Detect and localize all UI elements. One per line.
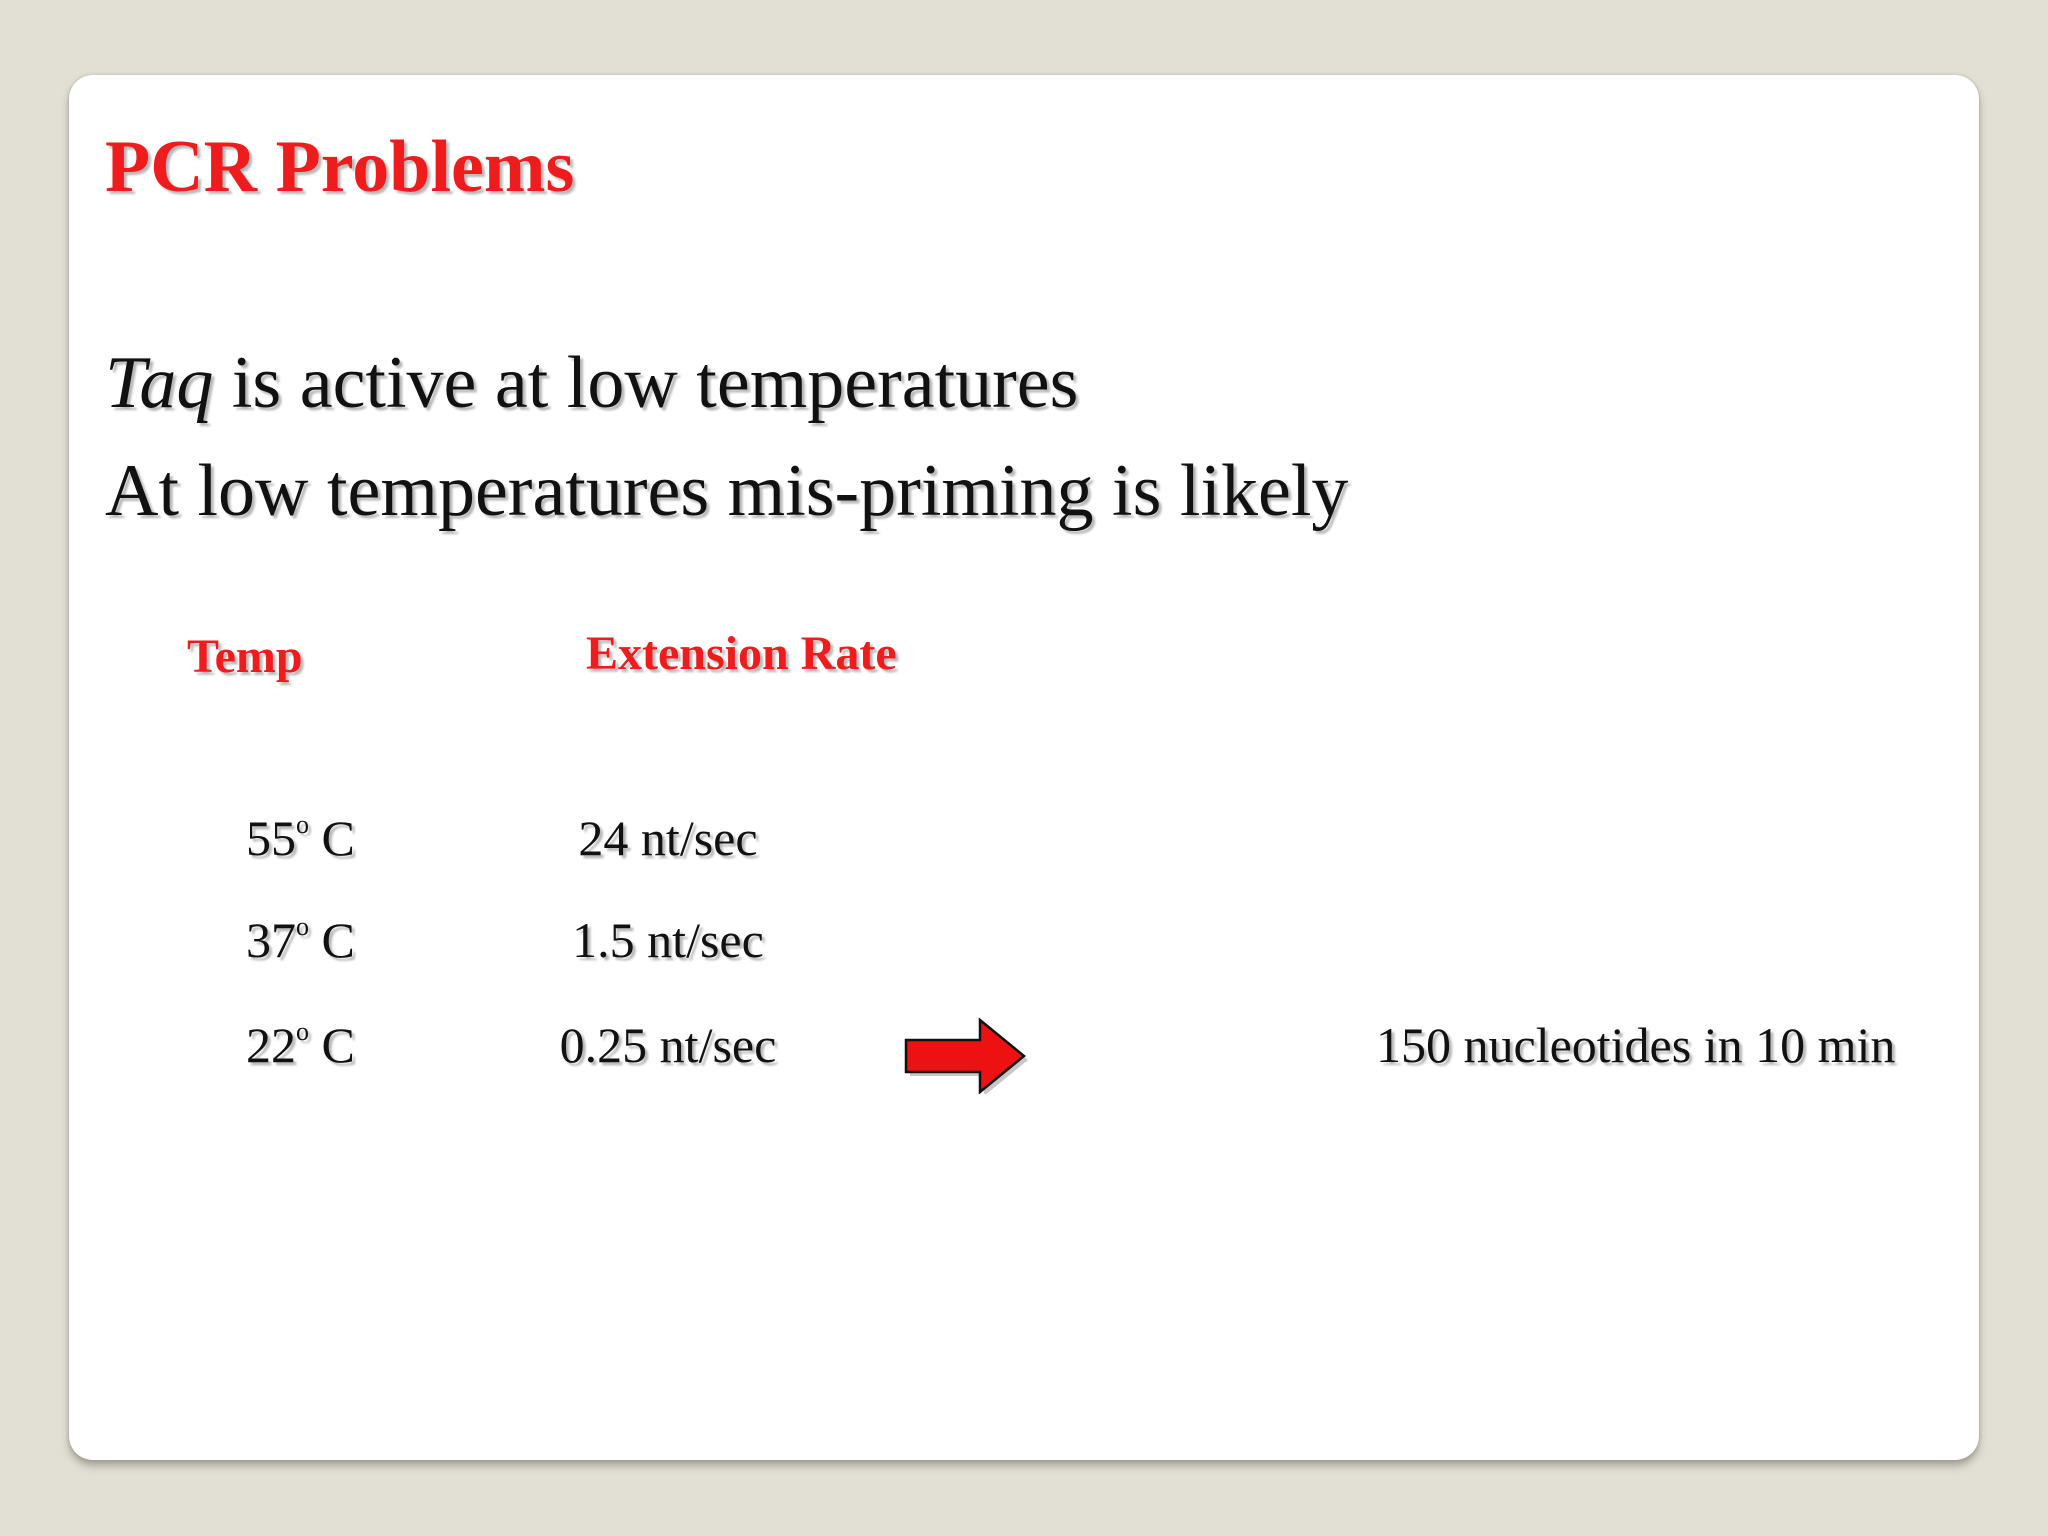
right-arrow-icon — [900, 1014, 1030, 1094]
nucleotide-note: 150 nucleotides in 10 min — [1376, 1017, 1896, 1073]
row-37-rate: 1.5 nt/sec — [572, 912, 764, 968]
header-extension-rate: Extension Rate — [586, 627, 897, 680]
statement-mispriming: At low temperatures mis-priming is likely — [105, 450, 1349, 532]
row-37-temp: 37$^o$ C — [246, 912, 355, 968]
row-55-temp: 55$^o$ C — [246, 810, 355, 866]
row-55-rate: 24 nt/sec — [578, 810, 758, 866]
degree-mark: o — [296, 810, 309, 839]
statement-taq-active — [105, 342, 1079, 424]
degree-mark: o — [296, 912, 309, 941]
row-22-rate: 0.25 nt/sec — [559, 1017, 777, 1073]
taq-italic: Taq — [105, 342, 214, 424]
slide-card — [69, 75, 1979, 1460]
row-22-temp: 22$^o$ C — [246, 1017, 355, 1073]
statement-taq-rest: is active at low temperatures — [213, 342, 1079, 424]
degree-mark: o — [296, 1017, 309, 1046]
header-temp: Temp — [187, 630, 303, 683]
slide-title: PCR Problems — [105, 126, 575, 208]
